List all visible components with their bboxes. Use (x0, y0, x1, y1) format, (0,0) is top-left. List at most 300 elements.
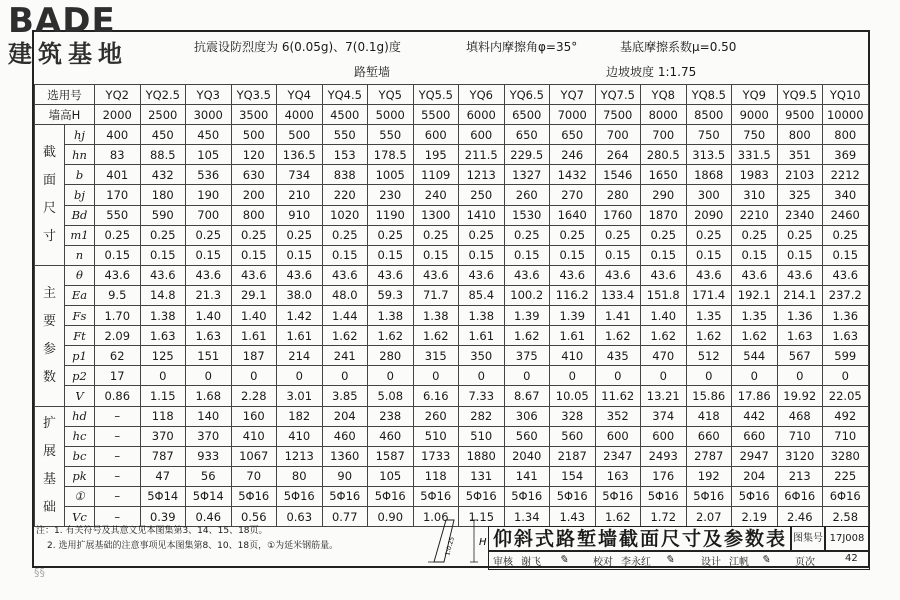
value-cell: 560 (504, 426, 550, 446)
symbol-cell: Ea (65, 285, 95, 305)
table-row (35, 145, 869, 165)
value-cell: – (95, 446, 141, 466)
value-cell: 1.68 (186, 386, 232, 406)
value-cell: 460 (322, 426, 368, 446)
value-cell: 1.62 (413, 326, 459, 346)
value-cell: 600 (595, 426, 641, 446)
value-cell: 1.62 (504, 326, 550, 346)
value-cell: 370 (140, 426, 186, 446)
value-cell: 1005 (368, 165, 414, 185)
group-label: 扩 展 基 础 (35, 406, 65, 527)
value-cell: 3.85 (322, 386, 368, 406)
header-conditions (194, 34, 864, 60)
value-cell: 0.39 (140, 506, 186, 526)
height-cell: 6000 (459, 105, 505, 125)
value-cell: 0 (277, 366, 323, 386)
value-cell: 1.36 (823, 306, 869, 326)
value-cell: 1.63 (186, 326, 232, 346)
table-row (35, 446, 869, 466)
model-cell: YQ10 (823, 85, 869, 105)
height-cell: 6500 (504, 105, 550, 125)
value-cell: 3280 (823, 446, 869, 466)
value-cell: 0 (413, 366, 459, 386)
symbol-cell: bj (65, 185, 95, 205)
value-cell: 1760 (595, 205, 641, 225)
value-cell: 1640 (550, 205, 596, 225)
value-cell: 0.15 (732, 245, 778, 265)
logo-cn: 建筑基地 (8, 40, 128, 68)
value-cell: 1.35 (732, 306, 778, 326)
value-cell: 2040 (504, 446, 550, 466)
symbol-cell: V (65, 386, 95, 406)
value-cell: 43.6 (732, 265, 778, 285)
value-cell: 0.15 (823, 245, 869, 265)
value-cell: 1213 (459, 165, 505, 185)
table-row (35, 185, 869, 205)
value-cell: 176 (641, 466, 687, 486)
value-cell: 6Φ16 (777, 486, 823, 506)
design-label: 设计 (701, 557, 721, 568)
value-cell: 0.15 (322, 245, 368, 265)
value-cell: 56 (186, 466, 232, 486)
group-label: 主 要 参 数 (35, 265, 65, 406)
value-cell: 43.6 (95, 265, 141, 285)
value-cell: 1.72 (641, 506, 687, 526)
review-label: 审核 (493, 557, 513, 568)
value-cell: 5Φ16 (459, 486, 505, 506)
value-cell: 15.86 (686, 386, 732, 406)
designer-signature: ✎ (761, 553, 771, 566)
value-cell: 225 (823, 466, 869, 486)
signature-row (488, 550, 870, 570)
value-cell: 2.46 (777, 506, 823, 526)
height-label: 墙高H (35, 105, 95, 125)
brand-logo (8, 1, 128, 68)
value-cell: 0.15 (186, 245, 232, 265)
table-row (35, 165, 869, 185)
symbol-cell: hc (65, 426, 95, 446)
value-cell: 450 (186, 125, 232, 145)
checker-signature: ✎ (665, 553, 675, 566)
value-cell: 211.5 (459, 145, 505, 165)
drawing-sheet (32, 30, 870, 568)
value-cell: 204 (322, 406, 368, 426)
value-cell: 133.4 (595, 285, 641, 305)
value-cell: 510 (459, 426, 505, 446)
table-row (35, 306, 869, 326)
value-cell: 43.6 (595, 265, 641, 285)
value-cell: 250 (459, 185, 505, 205)
value-cell: 214 (277, 346, 323, 366)
height-cell: 5500 (413, 105, 459, 125)
symbol-cell: Fs (65, 306, 95, 326)
value-cell: 1020 (322, 205, 368, 225)
value-cell: 3.01 (277, 386, 323, 406)
value-cell: 306 (504, 406, 550, 426)
value-cell: 1300 (413, 205, 459, 225)
value-cell: 1.42 (277, 306, 323, 326)
symbol-cell: Ft (65, 326, 95, 346)
height-cell: 9500 (777, 105, 823, 125)
value-cell: 0.25 (595, 225, 641, 245)
value-cell: 5Φ16 (595, 486, 641, 506)
value-cell: 237.2 (823, 285, 869, 305)
drawing-title: 仰斜式路堑墙截面尺寸及参数表 (488, 526, 792, 552)
value-cell: 116.2 (550, 285, 596, 305)
reviewer-signature: ✎ (559, 553, 569, 566)
watermark-glyph: §§ (34, 566, 45, 579)
value-cell: 5Φ16 (732, 486, 778, 506)
value-cell: 710 (777, 426, 823, 446)
value-cell: 600 (459, 125, 505, 145)
value-cell: 43.6 (186, 265, 232, 285)
height-cell: 8500 (686, 105, 732, 125)
value-cell: 0 (550, 366, 596, 386)
value-cell: 0.63 (277, 506, 323, 526)
value-cell: 0.25 (504, 225, 550, 245)
value-cell: 442 (732, 406, 778, 426)
value-cell: 21.3 (186, 285, 232, 305)
value-cell: 1.40 (186, 306, 232, 326)
value-cell: 599 (823, 346, 869, 366)
value-cell: 2460 (823, 205, 869, 225)
value-cell: 1983 (732, 165, 778, 185)
value-cell: 787 (140, 446, 186, 466)
value-cell: 141 (504, 466, 550, 486)
value-cell: 264 (595, 145, 641, 165)
value-cell: 5Φ16 (368, 486, 414, 506)
value-cell: 163 (595, 466, 641, 486)
value-cell: 0 (823, 366, 869, 386)
height-cell: 7000 (550, 105, 596, 125)
value-cell: 5Φ16 (231, 486, 277, 506)
value-cell: 280 (368, 346, 414, 366)
value-cell: 0.15 (95, 245, 141, 265)
value-cell: 200 (231, 185, 277, 205)
table-row (35, 285, 869, 305)
value-cell: 220 (322, 185, 368, 205)
symbol-cell: m1 (65, 225, 95, 245)
value-cell: 140 (186, 406, 232, 426)
value-cell: 1410 (459, 205, 505, 225)
value-cell: 1.62 (595, 506, 641, 526)
value-cell: 136.5 (277, 145, 323, 165)
notes (36, 524, 338, 554)
value-cell: 6.16 (413, 386, 459, 406)
value-cell: 0.25 (368, 225, 414, 245)
value-cell: 700 (641, 125, 687, 145)
symbol-cell: n (65, 245, 95, 265)
value-cell: 432 (140, 165, 186, 185)
model-cell: YQ7.5 (595, 85, 641, 105)
value-cell: 460 (368, 426, 414, 446)
value-cell: 131 (459, 466, 505, 486)
value-cell: 550 (322, 125, 368, 145)
page-number: 42 (845, 553, 858, 564)
value-cell: 1733 (413, 446, 459, 466)
value-cell: 1213 (277, 446, 323, 466)
value-cell: 2.28 (231, 386, 277, 406)
seismic-text: 抗震设防烈度为 6(0.05g)、7(0.1g)度 (194, 40, 401, 54)
value-cell: 1.63 (823, 326, 869, 346)
value-cell: 1.63 (140, 326, 186, 346)
value-cell: 0.56 (231, 506, 277, 526)
value-cell: 660 (686, 426, 732, 446)
height-cell: 10000 (823, 105, 869, 125)
value-cell: 0 (186, 366, 232, 386)
value-cell: 80 (277, 466, 323, 486)
table-row (35, 486, 869, 506)
value-cell: 0.46 (186, 506, 232, 526)
value-cell: 90 (322, 466, 368, 486)
value-cell: 2210 (732, 205, 778, 225)
value-cell: 43.6 (459, 265, 505, 285)
value-cell: 600 (413, 125, 459, 145)
value-cell: 550 (95, 205, 141, 225)
value-cell: 1.38 (459, 306, 505, 326)
value-cell: 0.77 (322, 506, 368, 526)
value-cell: 410 (231, 426, 277, 446)
value-cell: 567 (777, 346, 823, 366)
set-number-label: 图集号 (790, 526, 826, 552)
model-cell: YQ2 (95, 85, 141, 105)
value-cell: 282 (459, 406, 505, 426)
value-cell: 153 (322, 145, 368, 165)
value-cell: 17 (95, 366, 141, 386)
value-cell: 178.5 (368, 145, 414, 165)
value-cell: 43.6 (277, 265, 323, 285)
value-cell: 750 (732, 125, 778, 145)
value-cell: 280.5 (641, 145, 687, 165)
value-cell: 3120 (777, 446, 823, 466)
value-cell: 0.15 (504, 245, 550, 265)
value-cell: 1190 (368, 205, 414, 225)
value-cell: 5Φ16 (550, 486, 596, 506)
height-cell: 2000 (95, 105, 141, 125)
model-cell: YQ3.5 (231, 85, 277, 105)
value-cell: 5.08 (368, 386, 414, 406)
value-cell: 734 (277, 165, 323, 185)
value-cell: 374 (641, 406, 687, 426)
value-cell: 125 (140, 346, 186, 366)
value-cell: 2.09 (95, 326, 141, 346)
value-cell: 1432 (550, 165, 596, 185)
value-cell: 1.62 (686, 326, 732, 346)
select-label: 选用号 (35, 85, 95, 105)
model-cell: YQ4.5 (322, 85, 368, 105)
value-cell: 13.21 (641, 386, 687, 406)
value-cell: 375 (504, 346, 550, 366)
value-cell: 0.25 (322, 225, 368, 245)
value-cell: 650 (550, 125, 596, 145)
symbol-cell: bc (65, 446, 95, 466)
height-cell: 4500 (322, 105, 368, 125)
value-cell: 5Φ16 (504, 486, 550, 506)
value-cell: 1.35 (686, 306, 732, 326)
value-cell: 214.1 (777, 285, 823, 305)
value-cell: 260 (504, 185, 550, 205)
diagram-slope-label: 1:0.25 (444, 536, 456, 557)
value-cell: 1.61 (231, 326, 277, 346)
reviewer-name: 谢飞 (521, 557, 541, 568)
value-cell: 0.25 (140, 225, 186, 245)
value-cell: 710 (823, 426, 869, 446)
value-cell: 0 (368, 366, 414, 386)
value-cell: 800 (777, 125, 823, 145)
value-cell: 910 (277, 205, 323, 225)
value-cell: 0.25 (732, 225, 778, 245)
symbol-cell: Vc (65, 506, 95, 526)
value-cell: 1870 (641, 205, 687, 225)
model-cell: YQ8 (641, 85, 687, 105)
value-cell: 48.0 (322, 285, 368, 305)
value-cell: 1.43 (550, 506, 596, 526)
value-cell: 17.86 (732, 386, 778, 406)
value-cell: 43.6 (322, 265, 368, 285)
value-cell: 120 (231, 145, 277, 165)
value-cell: 1.36 (777, 306, 823, 326)
value-cell: 0 (641, 366, 687, 386)
value-cell: 213 (777, 466, 823, 486)
value-cell: 352 (595, 406, 641, 426)
value-cell: 0 (686, 366, 732, 386)
model-cell: YQ9.5 (777, 85, 823, 105)
model-cell: YQ2.5 (140, 85, 186, 105)
value-cell: 2090 (686, 205, 732, 225)
value-cell: 0.25 (823, 225, 869, 245)
value-cell: 800 (823, 125, 869, 145)
checker-name: 李永红 (621, 557, 651, 568)
value-cell: 313.5 (686, 145, 732, 165)
value-cell: 5Φ16 (277, 486, 323, 506)
value-cell: 1.61 (277, 326, 323, 346)
value-cell: 660 (732, 426, 778, 446)
height-cell: 3000 (186, 105, 232, 125)
value-cell: 280 (595, 185, 641, 205)
value-cell: 1327 (504, 165, 550, 185)
value-cell: 350 (459, 346, 505, 366)
symbol-cell: pk (65, 466, 95, 486)
value-cell: 22.05 (823, 386, 869, 406)
value-cell: 435 (595, 346, 641, 366)
value-cell: 5Φ16 (322, 486, 368, 506)
model-row (35, 85, 869, 105)
symbol-cell: Bd (65, 205, 95, 225)
value-cell: 544 (732, 346, 778, 366)
value-cell: 1360 (322, 446, 368, 466)
value-cell: 590 (140, 205, 186, 225)
value-cell: 10.05 (550, 386, 596, 406)
height-cell: 4000 (277, 105, 323, 125)
value-cell: 5Φ16 (686, 486, 732, 506)
symbol-cell: θ (65, 265, 95, 285)
value-cell: 180 (140, 185, 186, 205)
value-cell: 0.25 (459, 225, 505, 245)
logo-brand: BADE (8, 1, 116, 41)
group-label: 截 面 尺 寸 (35, 125, 65, 266)
value-cell: 500 (277, 125, 323, 145)
value-cell: 2103 (777, 165, 823, 185)
value-cell: 1.70 (95, 306, 141, 326)
value-cell: 410 (277, 426, 323, 446)
table-row (35, 245, 869, 265)
value-cell: 1.41 (595, 306, 641, 326)
value-cell: 238 (368, 406, 414, 426)
value-cell: 1109 (413, 165, 459, 185)
value-cell: 0.86 (95, 386, 141, 406)
value-cell: 85.4 (459, 285, 505, 305)
value-cell: 1546 (595, 165, 641, 185)
table-row (35, 205, 869, 225)
symbol-cell: p2 (65, 366, 95, 386)
value-cell: 100.2 (504, 285, 550, 305)
value-cell: 630 (231, 165, 277, 185)
base-friction-text: 基底摩擦系数μ=0.50 (620, 40, 737, 54)
value-cell: 0.25 (550, 225, 596, 245)
value-cell: 315 (413, 346, 459, 366)
value-cell: 0 (595, 366, 641, 386)
model-cell: YQ5.5 (413, 85, 459, 105)
value-cell: – (95, 426, 141, 446)
table-row (35, 326, 869, 346)
value-cell: 0.25 (277, 225, 323, 245)
value-cell: 512 (686, 346, 732, 366)
value-cell: 154 (550, 466, 596, 486)
value-cell: 70 (231, 466, 277, 486)
value-cell: 369 (823, 145, 869, 165)
value-cell: 550 (368, 125, 414, 145)
value-cell: 933 (186, 446, 232, 466)
value-cell: 11.62 (595, 386, 641, 406)
value-cell: 325 (777, 185, 823, 205)
value-cell: 187 (231, 346, 277, 366)
value-cell: 170 (95, 185, 141, 205)
value-cell: 105 (186, 145, 232, 165)
value-cell: 1.38 (413, 306, 459, 326)
height-row (35, 105, 869, 125)
value-cell: 0.15 (231, 245, 277, 265)
height-cell: 8000 (641, 105, 687, 125)
value-cell: 340 (823, 185, 869, 205)
designer-name: 江帆 (729, 557, 749, 568)
value-cell: 1.40 (641, 306, 687, 326)
value-cell: 0.15 (413, 245, 459, 265)
value-cell: 59.3 (368, 285, 414, 305)
table-row (35, 125, 869, 145)
value-cell: 0 (231, 366, 277, 386)
value-cell: 650 (504, 125, 550, 145)
value-cell: 1.62 (595, 326, 641, 346)
value-cell: 2.07 (686, 506, 732, 526)
value-cell: 210 (277, 185, 323, 205)
value-cell: 43.6 (140, 265, 186, 285)
height-cell: 5000 (368, 105, 414, 125)
symbol-cell: hj (65, 125, 95, 145)
title-block (488, 526, 868, 568)
value-cell: 0.15 (459, 245, 505, 265)
value-cell: 0 (504, 366, 550, 386)
value-cell: 118 (140, 406, 186, 426)
value-cell: 0.15 (777, 245, 823, 265)
value-cell: 19.92 (777, 386, 823, 406)
value-cell: 1.63 (777, 326, 823, 346)
value-cell: 5Φ16 (413, 486, 459, 506)
value-cell: 800 (231, 205, 277, 225)
value-cell: 1868 (686, 165, 732, 185)
value-cell: 43.6 (777, 265, 823, 285)
friction-angle-text: 填料内摩擦角φ=35° (466, 40, 578, 54)
value-cell: 38.0 (277, 285, 323, 305)
